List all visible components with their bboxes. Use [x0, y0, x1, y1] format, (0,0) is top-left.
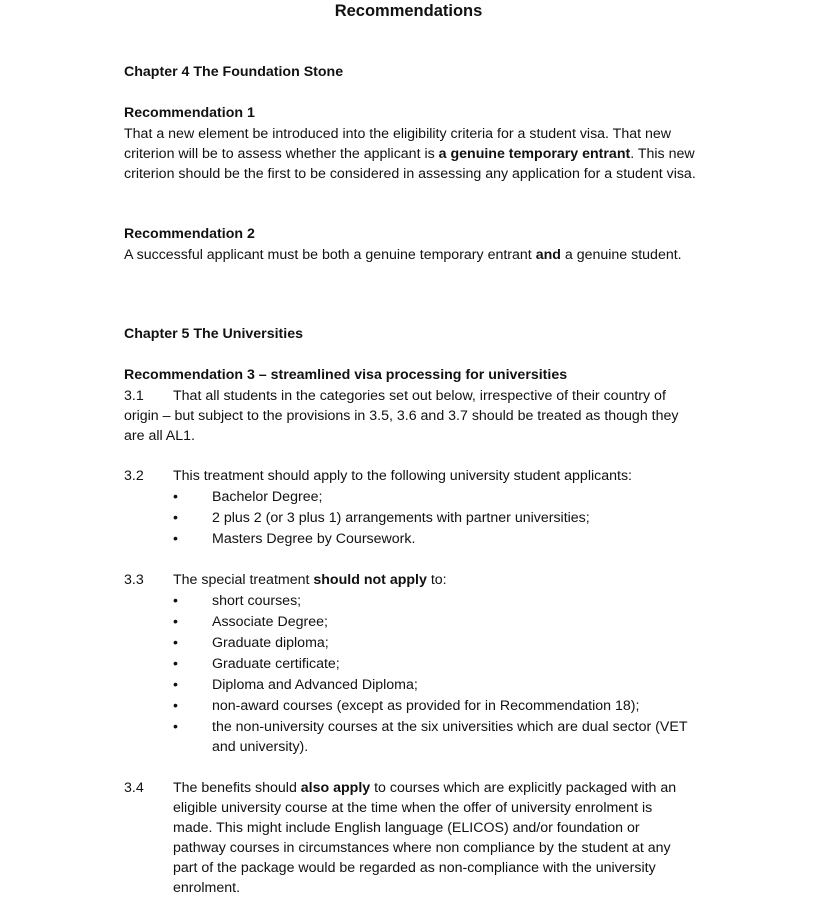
section-3-2-text: This treatment should apply to the following university student applicants:	[173, 468, 632, 484]
chapter-4-heading: Chapter 4 The Foundation Stone	[124, 64, 344, 80]
recommendation-2-heading: Recommendation 2	[124, 226, 255, 242]
section-3-3-number: 3.3	[124, 572, 144, 588]
list-item: Graduate certificate;	[212, 656, 340, 672]
section-3-4-text: The benefits should also apply to courses which are explicitly packaged with an eligible university course at the time when the offer of university enrolment is made. This might include English language (ELICOS) and/or foundation or pathway courses in circumstances where non compliance by the student at any part of the package would be regarded as non-compliance with the university enrolment.	[173, 780, 677, 896]
bullet-icon: •	[173, 698, 178, 714]
recommendation-2-text: A successful applicant must be both a genuine temporary entrant and a genuine student.	[124, 247, 682, 263]
section-3-3-text: The special treatment should not apply to:	[173, 572, 447, 588]
recommendation-1-heading: Recommendation 1	[124, 105, 255, 121]
chapter-5-heading: Chapter 5 The Universities	[124, 326, 303, 342]
section-3-2-number: 3.2	[124, 468, 144, 484]
bullet-icon: •	[173, 677, 178, 693]
bullet-icon: •	[173, 719, 178, 735]
list-item: non-award courses (except as provided for in Recommendation 18);	[212, 698, 640, 714]
list-item: Diploma and Advanced Diploma;	[212, 677, 418, 693]
bullet-icon: •	[173, 656, 178, 672]
list-item: Associate Degree;	[212, 614, 328, 630]
list-item: Bachelor Degree;	[212, 489, 323, 505]
bullet-icon: •	[173, 510, 178, 526]
section-3-1-number: 3.1	[124, 388, 144, 404]
list-item: 2 plus 2 (or 3 plus 1) arrangements with partner universities;	[212, 510, 590, 526]
list-item: Masters Degree by Coursework.	[212, 531, 416, 547]
page-title: Recommendations	[334, 2, 483, 20]
bullet-icon: •	[173, 635, 178, 651]
list-item: the non-university courses at the six universities which are dual sector (VET and university).	[212, 719, 688, 755]
bullet-icon: •	[173, 531, 178, 547]
section-3-4-number: 3.4	[124, 780, 144, 796]
bullet-icon: •	[173, 489, 178, 505]
section-3-1	[124, 386, 696, 446]
recommendation-1-text: That a new element be introduced into the eligibility criteria for a student visa. That new criterion will be to assess whether the applicant is a genuine temporary entrant. This new criterion should be the first to be considered in assessing any application for a student visa.	[124, 126, 696, 182]
recommendation-3-heading: Recommendation 3 – streamlined visa processing for universities	[124, 367, 568, 383]
section-3-1-text: That all students in the categories set out below, irrespective of their country of origin – but subject to the provisions in 3.5, 3.6 and 3.7 should be treated as though they are all AL1.	[124, 388, 679, 444]
bullet-icon: •	[173, 593, 178, 609]
bullet-icon: •	[173, 614, 178, 630]
list-item: Graduate diploma;	[212, 635, 329, 651]
list-item: short courses;	[212, 593, 302, 609]
